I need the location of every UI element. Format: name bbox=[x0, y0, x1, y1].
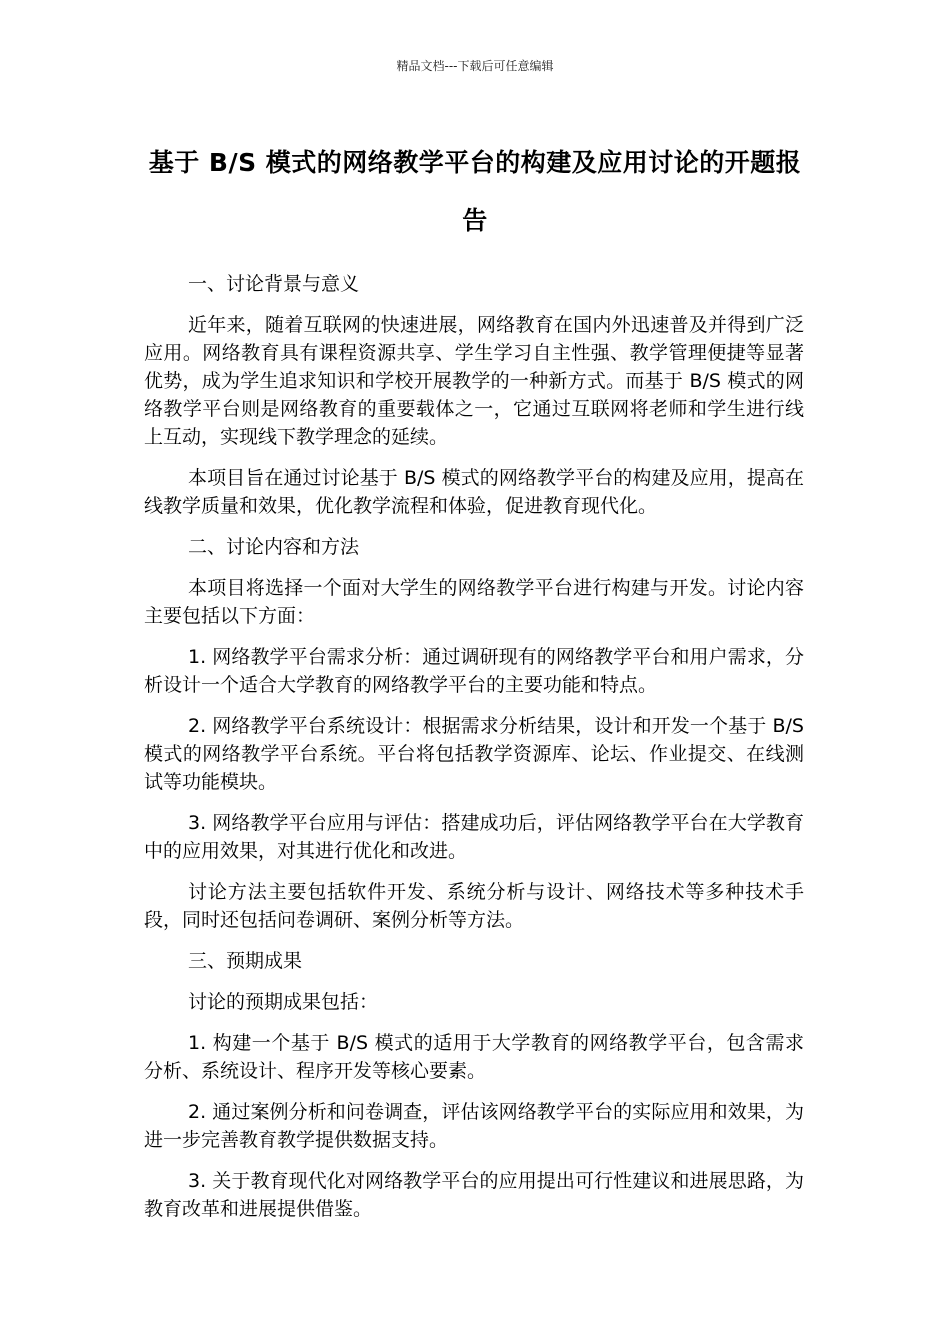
list-item: 2. 通过案例分析和问卷调查，评估该网络教学平台的实际应用和效果，为进一步完善教育教学提供数据支持。 bbox=[144, 1101, 804, 1151]
paragraph: 讨论的预期成果包括： bbox=[188, 991, 379, 1013]
section-heading-content-method: 二、讨论内容和方法 bbox=[188, 536, 360, 558]
document-title: 基于 B/S 模式的网络教学平台的构建及应用讨论的开题报告 bbox=[148, 148, 802, 235]
section-heading-expected-results: 三、预期成果 bbox=[188, 950, 303, 972]
paragraph: 近年来，随着互联网的快速进展，网络教育在国内外迅速普及并得到广泛应用。网络教育具有课程资源共享、学生学习自主性强、教学管理便捷等显著优势，成为学生追求知识和学校开展教学的一种新方式。而基于 B/S 模式的网络教学平台则是网络教育的重要载体之一，它通过互联网将老师和学生进行线上互动，实现线下教学理念的延续。 bbox=[144, 314, 804, 448]
header-note: 精品文档---下载后可任意编辑 bbox=[396, 59, 554, 73]
paragraph: 本项目旨在通过讨论基于 B/S 模式的网络教学平台的构建及应用，提高在线教学质量和效果，优化教学流程和体验，促进教育现代化。 bbox=[144, 467, 804, 517]
section-heading-background: 一、讨论背景与意义 bbox=[188, 273, 360, 295]
list-item: 1. 构建一个基于 B/S 模式的适用于大学教育的网络教学平台，包含需求分析、系统设计、程序开发等核心要素。 bbox=[144, 1032, 804, 1082]
list-item: 3. 关于教育现代化对网络教学平台的应用提出可行性建议和进展思路，为教育改革和进展提供借鉴。 bbox=[144, 1170, 804, 1220]
paragraph: 本项目将选择一个面对大学生的网络教学平台进行构建与开发。讨论内容主要包括以下方面： bbox=[144, 577, 804, 627]
list-item: 3. 网络教学平台应用与评估：搭建成功后，评估网络教学平台在大学教育中的应用效果，对其进行优化和改进。 bbox=[144, 812, 804, 862]
list-item: 2. 网络教学平台系统设计：根据需求分析结果，设计和开发一个基于 B/S 模式的网络教学平台系统。平台将包括教学资源库、论坛、作业提交、在线测试等功能模块。 bbox=[144, 715, 804, 793]
list-item: 1. 网络教学平台需求分析：通过调研现有的网络教学平台和用户需求，分析设计一个适合大学教育的网络教学平台的主要功能和特点。 bbox=[144, 646, 804, 696]
document-body bbox=[144, 270, 804, 1236]
paragraph: 讨论方法主要包括软件开发、系统分析与设计、网络技术等多种技术手段，同时还包括问卷调研、案例分析等方法。 bbox=[144, 881, 804, 931]
